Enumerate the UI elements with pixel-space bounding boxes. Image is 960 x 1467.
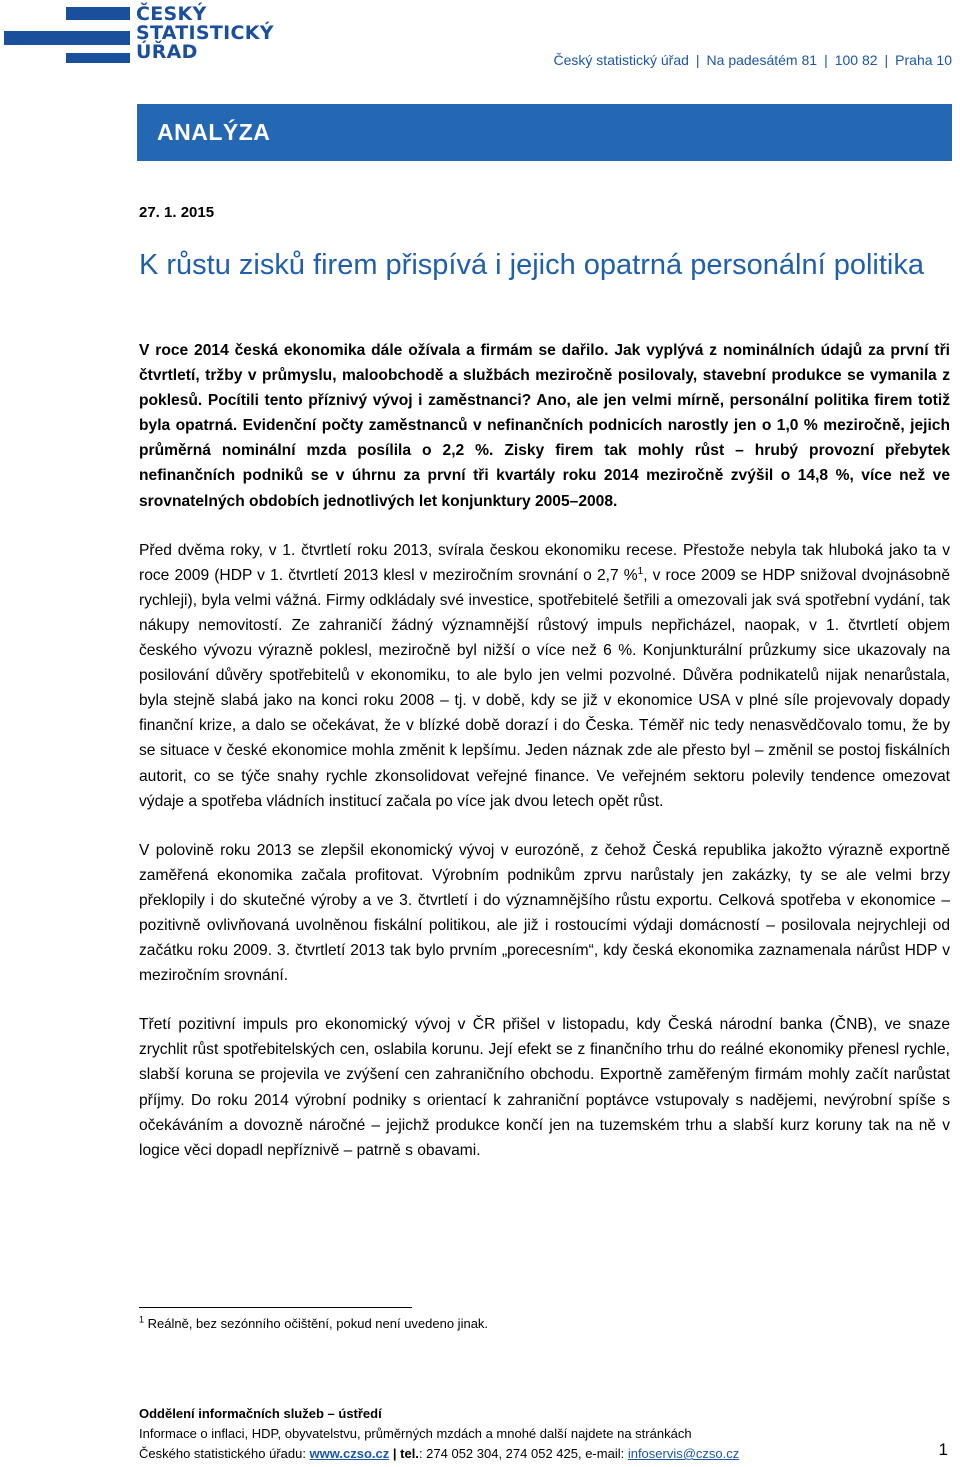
footer-heading: Oddělení informačních služeb – ústředí	[139, 1406, 382, 1421]
footnote-divider	[139, 1307, 412, 1308]
page-number: 1	[938, 1440, 948, 1459]
lead-paragraph: V roce 2014 česká ekonomika dále ožívala a firmám se dařilo. Jak vyplývá z nominálních údajů za první tři čtvrtletí, tržby v průmyslu, maloobchodě a službách meziročně posilovaly, stavební produkce se vymanila z poklesů. Pocítili tento příznivý vývoj i zaměstnanci? Ano, ale jen velmi mírně, personální politika firem totiž byla opatrná. Evidenční počty zaměstnanců v nefinančních podnicích narostly jen o 1,0 % meziročně, jejich průměrná nominální mzda posílila o 2,2 %. Zisky firem tak mohly růst – hrubý provozní přebytek nefinančních podniků se v úhrnu za první tři kvartály roku 2014 meziročně zvýšil o 14,8 %, více než ve srovnatelných obdobích jednotlivých let konjunktury 2005–2008.	[139, 342, 950, 510]
address-separator: |	[884, 52, 889, 68]
address-separator: |	[824, 52, 828, 68]
footnote-mark: 1	[139, 1314, 145, 1325]
tel-text: : 274 052 304, 274 052 425, e-mail:	[418, 1446, 628, 1461]
footnote	[139, 1316, 488, 1331]
footnote-reference[interactable]: 1	[637, 565, 644, 577]
banner-label: ANALÝZA	[157, 119, 271, 145]
footnote-text: Reálně, bez sezónního očištění, pokud není uvedeno jinak.	[144, 1316, 489, 1331]
tel-label: tel.	[400, 1446, 419, 1461]
footer-prefix: Českého statistického úřadu:	[139, 1446, 310, 1461]
address-separator: |	[695, 52, 700, 68]
body-paragraph: Třetí pozitivní impuls pro ekonomický vývoj v ČR přišel v listopadu, kdy Česká národní banka (ČNB), ve snaze zrychlit růst spotřebitelských cen, oslabila korunu. Její efekt se z finančního trhu do reálné ekonomiky přenesl rychle, slabší koruna se projevila ve zvýšení cen zahraničního obchodu. Exportně zaměřeným firmám mohly začít narůstat příjmy. Do roku 2014 výrobní podniky s orientací k zahraniční poptávce vstupovaly s nadějemi, nevýrobní spíše s očekáváním a dovozně náročné – jejichž produkce končí jen na tuzemském trhu a slabší kurz koruny tak na ně v logice věci dopadl nepříznivě – patrně s obavami.	[139, 1016, 950, 1159]
paragraph-text: , v roce 2009 se HDP snižoval dvojnásobně rychleji), byla velmi vážná. Firmy odkládaly své investice, spotřebitelé šetřili a omezovali jak svá spotřební vydání, tak nákupy nemovitostí. Ze zahraničí žádný významnější růstový impuls nepřicházel, naopak, v 1. čtvrtletí objem českého vývozu výrazně poklesl, meziročně byl nižší o více než 6 %. Konjunkturální průzkumy sice ukazovaly na posilování důvěry spotřebitelů v ekonomiku, to ale bylo jen velmi pozvolné. Důvěra podnikatelů nijak nenarůstala, byla stejně slabá jako na konci roku 2008 – tj. v době, kdy se již v ekonomice USA v plné síle projevovaly dopady finanční krize, a dalo se očekávat, že v blízké době dorazí i do Česka. Téměř nic tedy nenasvědčovalo tomu, že by se situace v české ekonomice mohla změnit k lepšímu. Jeden náznak zde ale přesto byl – změnil se postoj fiskálních autorit, co se týče snahy rychle zkonsolidovat veřejné finance. Ve veřejném sektoru polevily tendence omezovat výdaje a spotřeba vládních institucí začala po více jak dvou letech opět růst.	[139, 566, 950, 810]
email-link[interactable]: infoservis@czso.cz	[627, 1446, 740, 1461]
office-address	[554, 52, 952, 68]
logo-wordmark	[136, 5, 274, 62]
publication-date: 27. 1. 2015	[139, 204, 215, 221]
logo-line: ČESKÝ	[136, 3, 207, 25]
body-paragraph: V polovině roku 2013 se zlepšil ekonomický vývoj v eurozóně, z čehož Česká republika jakožto výrazně exportně zaměřená ekonomika začala profitovat. Výrobním podnikům zprvu narůstaly jen zakázky, ty se ale velmi brzy překlopily i do skutečné výroby a ve 3. čtvrtletí i do významnějšího růstu exportu. Celková spotřeba v ekonomice – pozitivně ovlivňovaná uvolněnou fiskální politikou, ale již i rostoucími výdaji domácností – posilovala nejrychleji od začátku roku 2009. 3. čtvrtletí 2013 tak bylo prvním „porecesním“, kdy česká ekonomika zaznamenala nárůst HDP v meziročním srovnání.	[139, 841, 950, 985]
website-link[interactable]: www.czso.cz	[309, 1446, 390, 1461]
logo-line: ÚŘAD	[136, 41, 198, 63]
article-title: K růstu zisků firem přispívá i jejich opatrná personální politika	[139, 249, 924, 281]
logo-bars-icon	[4, 7, 132, 63]
address-part: 100 82	[834, 52, 878, 68]
logo-line: STATISTICKÝ	[136, 22, 274, 44]
address-part: Na padesátém 81	[706, 52, 818, 68]
czso-logo	[4, 3, 274, 65]
address-part: Praha 10	[895, 52, 952, 68]
page-footer	[139, 1404, 950, 1464]
article-body	[139, 338, 950, 1187]
footer-info-line: Informace o inflaci, HDP, obyvatelstvu, průměrných mzdách a mnohé další najdete na stránkách	[139, 1426, 692, 1441]
body-paragraph	[139, 538, 950, 814]
address-part: Český statistický úřad	[553, 52, 689, 68]
section-banner	[137, 104, 952, 161]
paragraph-text: Před dvěma roky, v 1. čtvrtletí roku 2013, svírala českou ekonomiku recese. Přestože nebyla tak hluboká jako ta v roce 2009 (HDP v 1. čtvrtletí 2013 klesl v meziročním srovnání o 2,7 %	[139, 541, 950, 584]
footer-contact-line	[139, 1444, 950, 1464]
footer-separator: |	[389, 1446, 401, 1461]
